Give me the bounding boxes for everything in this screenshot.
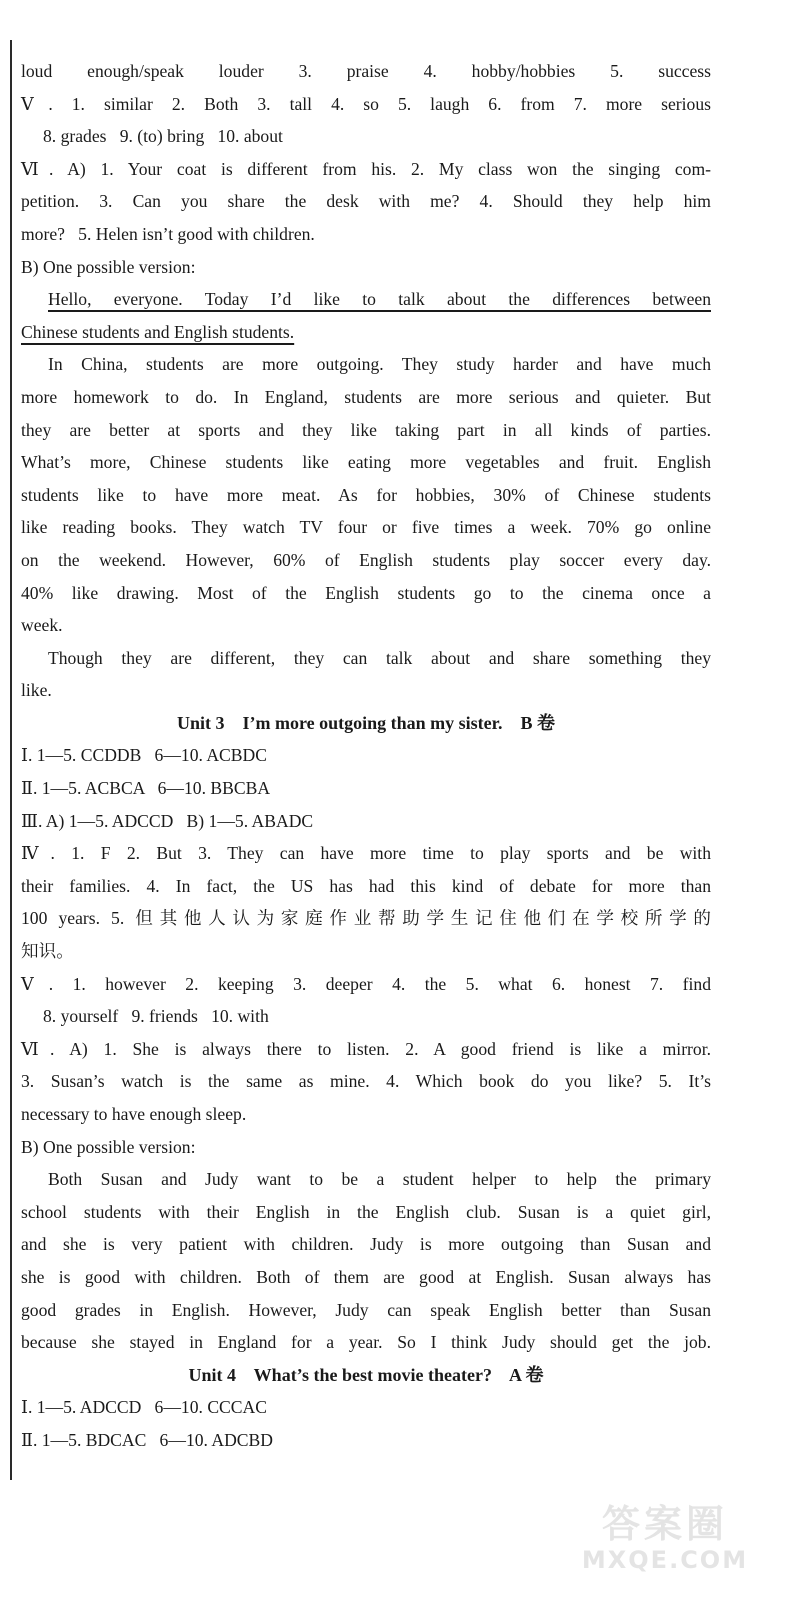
essay-line: school students with their English in the English club. Susan is a quiet girl, bbox=[21, 1201, 711, 1222]
text-line: their families. 4. In fact, the US has had this kind of debate for more than bbox=[21, 875, 711, 896]
text-line: more? 5. Helen isn’t good with children. bbox=[21, 223, 315, 244]
section-iii-line: Ⅲ. A) 1—5. ADCCD B) 1—5. ABADC bbox=[21, 810, 314, 831]
essay-line: 40% like drawing. Most of the English students go to the cinema once a bbox=[21, 582, 711, 603]
essay-line: like reading books. They watch TV four or five times a week. 70% go online bbox=[21, 517, 711, 538]
text-line: loud enough/speak louder 3. praise 4. hobby/hobbies 5. success bbox=[21, 61, 711, 81]
essay-line: they are better at sports and they like taking part in all kinds of parties. bbox=[21, 419, 711, 440]
section-i-line: Ⅰ. 1—5. CCDDB 6—10. ACBDC bbox=[21, 745, 267, 766]
essay-line: week. bbox=[21, 615, 63, 636]
section-ii-line: Ⅱ. 1—5. ACBCA 6—10. BBCBA bbox=[21, 778, 271, 799]
essay-line: Both Susan and Judy want to be a student helper to help the primary bbox=[48, 1169, 711, 1190]
essay-line: on the weekend. However, 60% of English students play soccer every day. bbox=[21, 549, 711, 570]
essay-line: and she is very patient with children. Judy is more outgoing than Susan and bbox=[21, 1234, 711, 1255]
version-label: B) One possible version: bbox=[21, 256, 196, 277]
essay-line: Though they are different, they can talk about and share something they bbox=[48, 647, 711, 668]
left-margin-rule bbox=[10, 40, 12, 1480]
essay-line: What’s more, Chinese students like eating more vegetables and fruit. English bbox=[21, 452, 711, 473]
essay-intro-underlined: Chinese students and English students. bbox=[21, 321, 295, 342]
section-ii-line: Ⅱ. 1—5. BDCAC 6—10. ADCBD bbox=[21, 1429, 273, 1450]
text-line: 3. Susan’s watch is the same as mine. 4. Which book do you like? 5. It’s bbox=[21, 1071, 711, 1092]
text-line: 知识。 bbox=[21, 941, 74, 962]
unit-heading: Unit 4 What’s the best movie theater? A 卷 bbox=[188, 1364, 544, 1385]
essay-line: students like to have more meat. As for hobbies, 30% of Chinese students bbox=[21, 484, 711, 505]
essay-line: good grades in English. However, Judy can speak English better than Susan bbox=[21, 1299, 711, 1320]
essay-intro-underlined: Hello, everyone. Today I’d like to talk about the differences between bbox=[48, 289, 711, 310]
essay-line: In China, students are more outgoing. They study harder and have much bbox=[48, 354, 711, 375]
section-v-line: Ⅴ. 1. similar 2. Both 3. tall 4. so 5. laugh 6. from 7. more serious bbox=[21, 93, 711, 114]
section-i-line: Ⅰ. 1—5. ADCCD 6—10. CCCAC bbox=[21, 1397, 267, 1418]
essay-line: because she stayed in England for a year. So I think Judy should get the job. bbox=[21, 1332, 711, 1353]
watermark-bottom-text: MXQE.COM bbox=[581, 1546, 749, 1574]
section-v-line: Ⅴ. 1. however 2. keeping 3. deeper 4. the 5. what 6. honest 7. find bbox=[21, 973, 711, 994]
essay-line: she is good with children. Both of them are good at English. Susan always has bbox=[21, 1266, 711, 1287]
text-line: necessary to have enough sleep. bbox=[21, 1104, 247, 1124]
essay-line: more homework to do. In England, students are more serious and quieter. But bbox=[21, 386, 711, 407]
text-line: 8. grades 9. (to) bring 10. about bbox=[43, 126, 283, 147]
watermark-logo bbox=[565, 1502, 765, 1582]
unit-heading: Unit 3 I’m more outgoing than my sister. B 卷 bbox=[176, 712, 555, 733]
section-vi-line: Ⅵ. A) 1. She is always there to listen. 2. A good friend is like a mirror. bbox=[21, 1038, 711, 1059]
text-line: 100 years. 5. 但其他人认为家庭作业帮助学生记住他们在学校所学的 bbox=[21, 908, 711, 929]
section-vi-line: Ⅵ. A) 1. Your coat is different from his. 2. My class won the singing com- bbox=[21, 158, 711, 179]
watermark-top-text: 答案圈 bbox=[601, 1502, 728, 1546]
answer-key-page bbox=[21, 55, 711, 1457]
text-line: 8. yourself 9. friends 10. with bbox=[43, 1006, 269, 1027]
version-label: B) One possible version: bbox=[21, 1136, 196, 1157]
section-iv-line: Ⅳ. 1. F 2. But 3. They can have more time to play sports and be with bbox=[21, 843, 711, 864]
essay-line: like. bbox=[21, 680, 52, 701]
text-line: petition. 3. Can you share the desk with me? 4. Should they help him bbox=[21, 191, 711, 212]
